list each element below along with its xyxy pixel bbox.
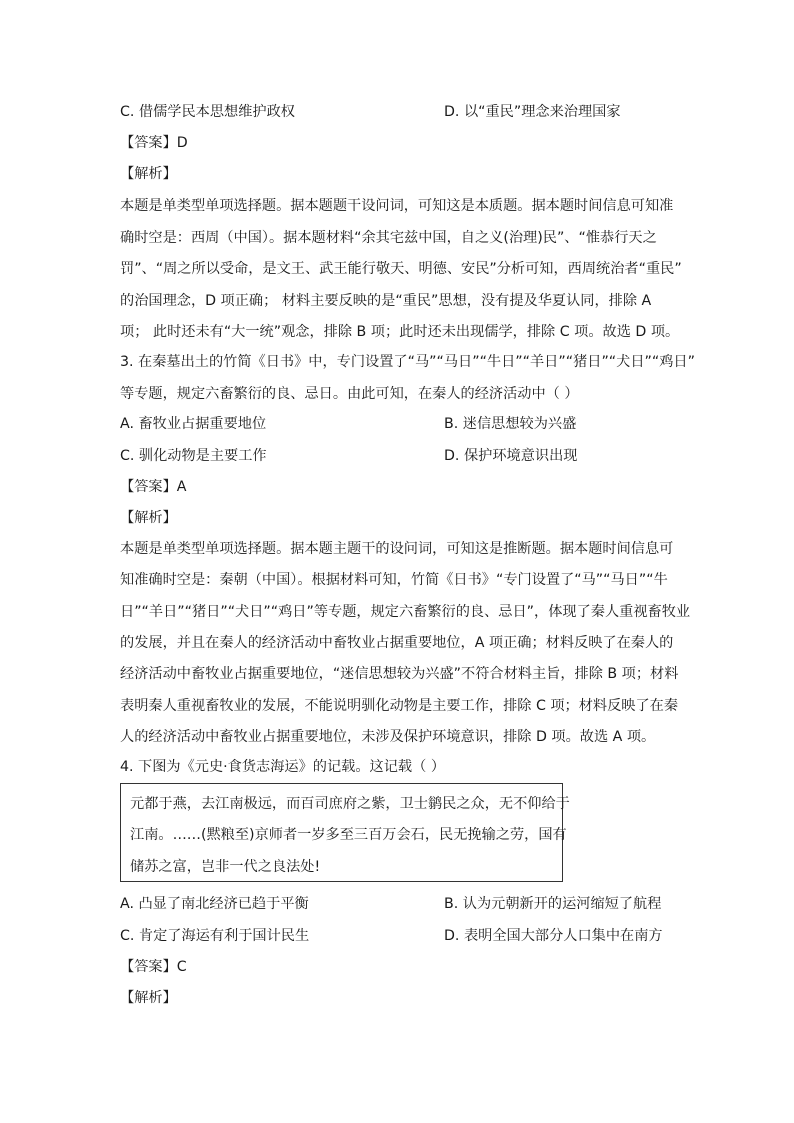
- q4-stem: 4. 下图为《元史·食货志海运》的记载。这记载（ ）: [120, 759, 446, 775]
- q3-analysis-line: 日”“羊日”“猪日”“犬日”“鸡日”等专题，规定六畜繁衍的良、忌日”，体现了秦人重视畜牧业: [120, 604, 691, 620]
- q3-stem-line: 3. 在秦墓出土的竹简《日书》中，专门设置了“马”“马日”“牛日”“羊日”“猪日”“犬日”“鸡日”: [120, 354, 695, 370]
- q2-analysis-line: 本题是单类型单项选择题。据本题题干设问词，可知这是本质题。据本题时间信息可知准: [120, 198, 674, 214]
- q2-analysis-line: 确时空是：西周（中国）。据本题材料“余其宅兹中国，自之义(治理)民”、“惟恭行天之: [120, 230, 657, 246]
- q3-options-row-1: [120, 414, 577, 434]
- q2-option-c[interactable]: C. 借儒学民本思想维护政权: [120, 104, 295, 120]
- q3-analysis-line: 本题是单类型单项选择题。据本题主题干的设问词，可知这是推断题。据本题时间信息可: [120, 541, 674, 557]
- q3-options-row-2: [120, 446, 578, 466]
- q4-quote-line: 元都于燕，去江南极远，而百司庶府之紫，卫士鹟民之众，无不仰给于: [130, 796, 570, 812]
- q2-analysis-heading: 【解析】: [120, 166, 177, 182]
- q4-options-row-1: [120, 894, 662, 914]
- q3-analysis-line: 经济活动中畜牧业占据重要地位，“迷信思想较为兴盛”不符合材料主旨，排除 B 项；材料: [120, 666, 679, 682]
- q4-answer: 【答案】C: [120, 959, 187, 975]
- q3-answer: 【答案】A: [120, 479, 187, 495]
- q4-analysis-heading: 【解析】: [120, 990, 177, 1006]
- q4-options-row-2: [120, 926, 663, 946]
- q2-answer: 【答案】D: [120, 135, 188, 151]
- q3-analysis-line: 的发展，并且在秦人的经济活动中畜牧业占据重要地位，A 项正确；材料反映了在秦人的: [120, 635, 674, 651]
- q4-quote-line: 江南。……(黙粮至)京师者一岁多至三百万会石，民无挽输之劳，国有: [130, 827, 567, 843]
- q2-analysis-line: 罚”、“周之所以受命，是文王、武王能行敬天、明德、安民”分析可知，西周统治者“重民”: [120, 261, 682, 277]
- q4-quote-box: [120, 783, 570, 882]
- q2-option-d[interactable]: D. 以“重民”理念来治理国家: [444, 104, 621, 120]
- q3-analysis-line: 人的经济活动中畜牧业占据重要地位，未涉及保护环境意识，排除 D 项。故选 A 项。: [120, 729, 656, 745]
- q2-analysis-line: 的治国理念，D 项正确； 材料主要反映的是“重民”思想，没有提及华夏认同，排除 A: [120, 293, 652, 309]
- q4-quote-line: 储苏之富，岂非一代之良法处!: [130, 859, 321, 875]
- q3-analysis-line: 表明秦人重视畜牧业的发展，不能说明驯化动物是主要工作，排除 C 项；材料反映了在秦: [120, 698, 679, 714]
- q4-option-d[interactable]: D. 表明全国大部分人口集中在南方: [444, 928, 663, 944]
- q4-option-c[interactable]: C. 肯定了海运有利于国计民生: [120, 928, 310, 944]
- q2-options-row: [120, 102, 621, 122]
- q3-analysis-line: 知准确时空是：秦朝（中国）。根据材料可知，竹简《日书》“专门设置了“马”“马日”“牛: [120, 572, 668, 588]
- q3-stem-line: 等专题，规定六畜繁衍的良、忌日。由此可知，在秦人的经济活动中（ ）: [120, 386, 579, 402]
- q2-analysis-line: 项； 此时还未有“大一统”观念，排除 B 项；此时还未出现儒学，排除 C 项。故选 D 项。: [120, 324, 680, 340]
- q3-option-c[interactable]: C. 驯化动物是主要工作: [120, 448, 267, 464]
- q3-analysis-heading: 【解析】: [120, 510, 177, 526]
- q3-option-d[interactable]: D. 保护环境意识出现: [444, 448, 578, 464]
- q3-option-b[interactable]: B. 迷信思想较为兴盛: [444, 416, 577, 432]
- q4-option-b[interactable]: B. 认为元朝新开的运河缩短了航程: [444, 896, 662, 912]
- q3-option-a[interactable]: A. 畜牧业占据重要地位: [120, 416, 267, 432]
- q4-option-a[interactable]: A. 凸显了南北经济已趋于平衡: [120, 896, 309, 912]
